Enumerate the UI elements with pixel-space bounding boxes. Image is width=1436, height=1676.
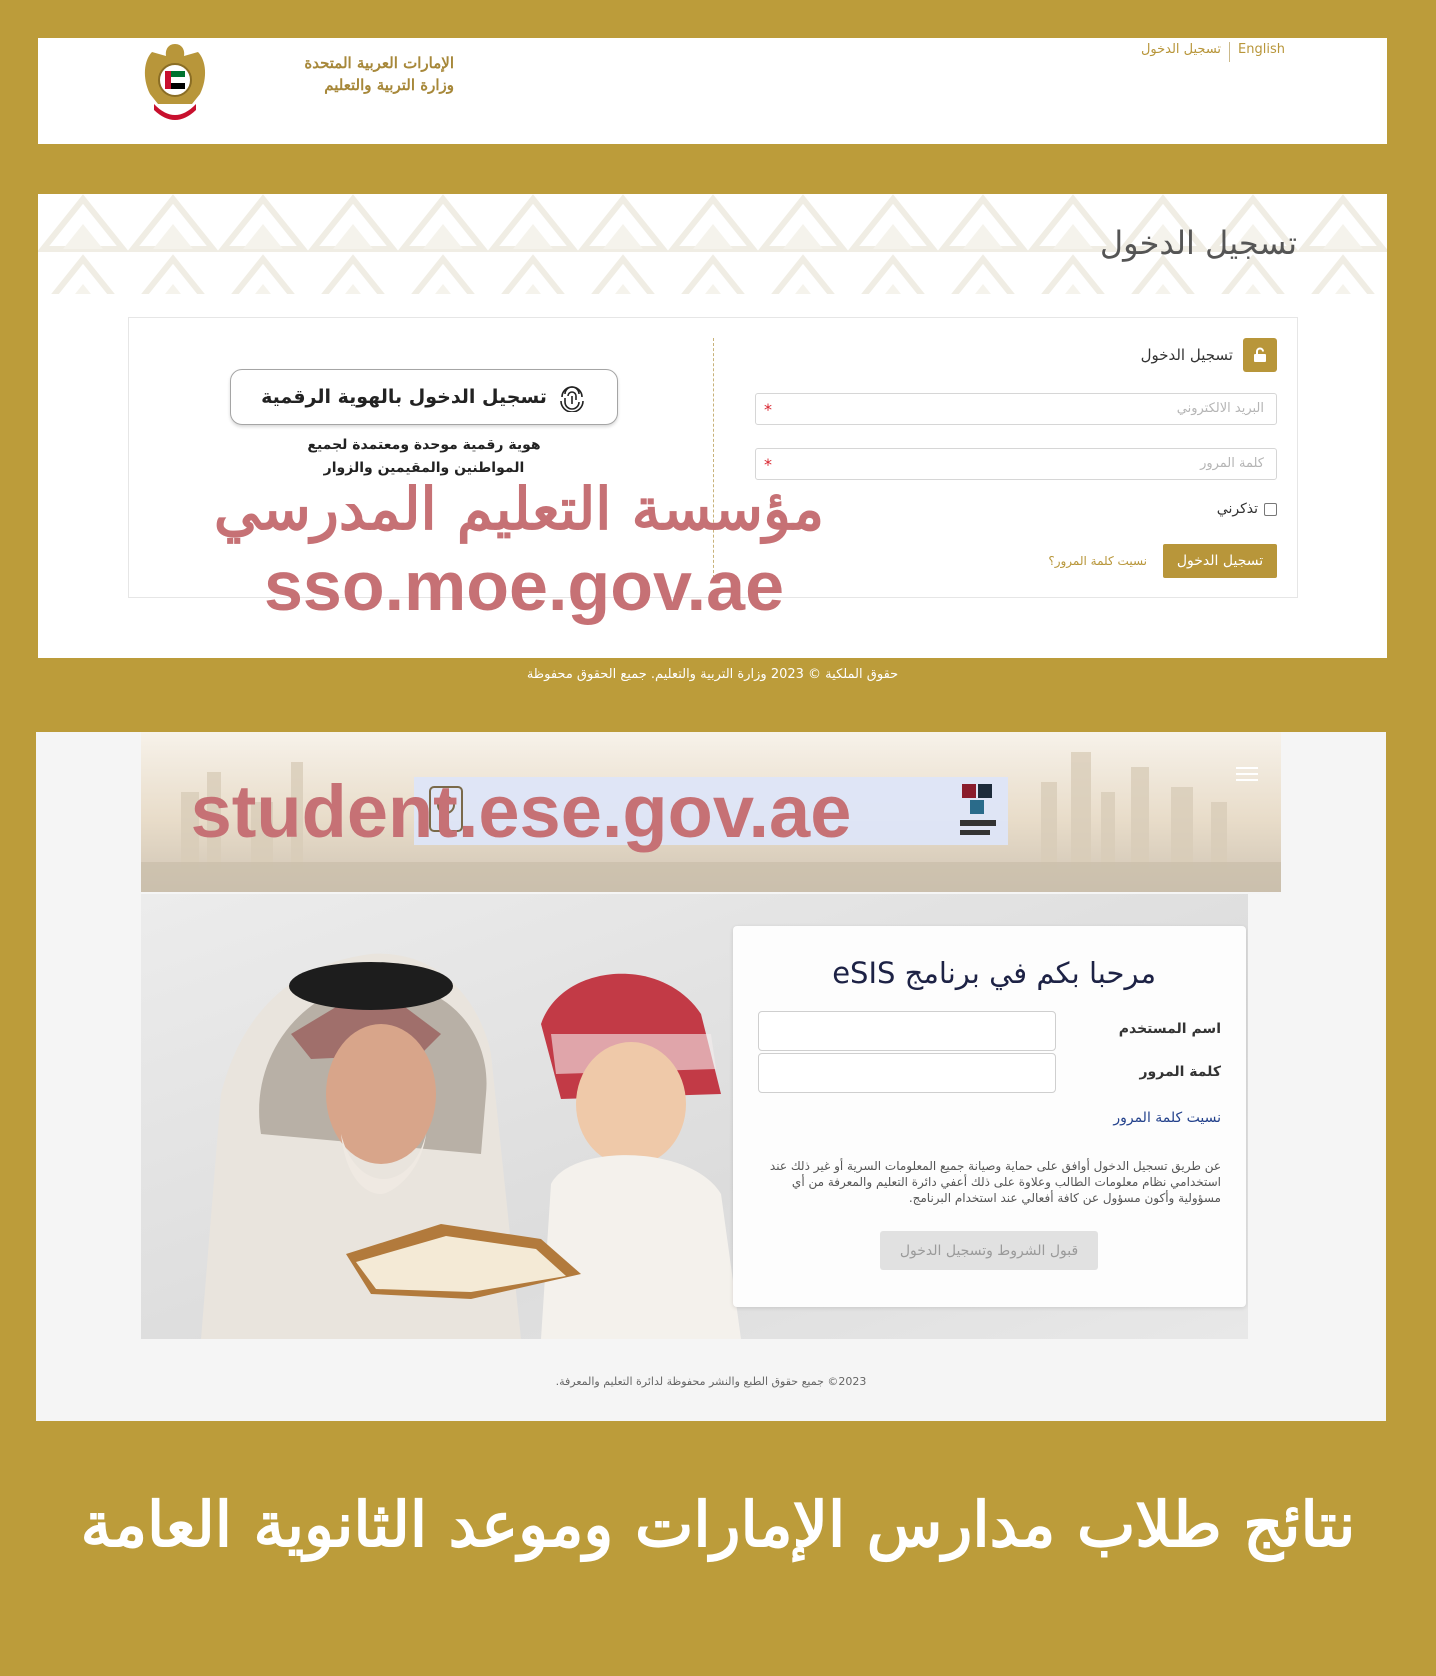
esis-hero [141, 894, 1248, 1339]
username-input[interactable] [758, 1011, 1056, 1051]
email-input[interactable] [755, 393, 1277, 425]
sso-login-box [128, 317, 1298, 625]
accept-and-login-button[interactable]: قبول الشروط وتسجيل الدخول [880, 1231, 1098, 1270]
password-input[interactable] [758, 1053, 1056, 1093]
login-heading-label: تسجيل الدخول [1140, 346, 1233, 364]
sso-copyright: حقوق الملكية © 2023 وزارة التربية والتعليم. جميع الحقوق محفوظة [526, 667, 899, 682]
required-mark: * [764, 400, 772, 419]
password-label: كلمة المرور [1139, 1064, 1221, 1080]
fingerprint-icon [557, 382, 587, 412]
terms-text: عن طريق تسجيل الدخول أوافق على حماية وصيانة جميع المعلومات السرية أو غير ذلك عند استخدامي نظام معلومات الطالب وعلاوة على ذلك أعفي دائرة التعليم والمعرفة من أي مسؤولية وأكون مسؤول عن كافة أفعالي عند استخدام البرنامج. [769, 1159, 1221, 1205]
uae-emblem-icon [138, 38, 212, 124]
maaloumati-logo-icon [956, 780, 1000, 842]
welcome-title: مرحبا بكم في برنامج eSIS [832, 956, 1156, 990]
uaepass-label: تسجيل الدخول بالهوية الرقمية [261, 386, 547, 408]
top-header [38, 38, 1387, 144]
uaepass-desc-line1: هوية رقمية موحدة ومعتمدة لجميع [307, 437, 541, 453]
forgot-password-link[interactable]: نسيت كلمة المرور؟ [1048, 554, 1147, 568]
username-label: اسم المستخدم [1118, 1021, 1221, 1037]
esis-panel [36, 732, 1386, 1421]
page-title: تسجيل الدخول [1099, 224, 1297, 262]
lock-icon [1243, 338, 1277, 372]
login-heading [1141, 338, 1277, 372]
english-link[interactable]: English [1238, 42, 1285, 57]
esis-login-card [733, 926, 1246, 1307]
watermark-url-sso: sso.moe.gov.ae [263, 547, 784, 625]
watermark-url-esis: student.ese.gov.ae [190, 770, 852, 853]
watermark-arabic: مؤسسة التعليم المدرسي [213, 475, 825, 543]
remember-checkbox[interactable] [1264, 503, 1277, 516]
esis-copyright: 2023© جميع حقوق الطبع والنشر محفوظة لدائرة التعليم والمعرفة. [555, 1375, 867, 1388]
password-placeholder: كلمة المرور [1200, 456, 1264, 471]
login-link[interactable]: تسجيل الدخول [1140, 42, 1222, 57]
menu-icon[interactable] [1236, 766, 1258, 782]
top-links [1133, 42, 1293, 62]
uaepass-login-button[interactable] [230, 369, 618, 425]
bottom-caption: نتائج طلاب مدارس الإمارات وموعد الثانوية العامة [80, 1488, 1356, 1561]
sso-login-panel [38, 194, 1387, 658]
remember-me[interactable] [1217, 501, 1277, 517]
remember-label: تذكرني [1216, 501, 1258, 517]
login-button[interactable]: تسجيل الدخول [1163, 544, 1277, 578]
required-mark: * [764, 455, 772, 474]
ministry-line1: الإمارات العربية المتحدة [304, 54, 454, 72]
ministry-name [224, 52, 454, 96]
email-placeholder: البريد الالكتروني [1176, 401, 1264, 416]
uaepass-desc-line2: المواطنين والمقيمين والزوار [323, 460, 525, 476]
esis-banner [141, 732, 1281, 892]
forgot-password-link[interactable]: نسيت كلمة المرور [1113, 1110, 1221, 1126]
father-son-reading-image [141, 894, 741, 1339]
ministry-line2: وزارة التربية والتعليم [324, 76, 454, 94]
